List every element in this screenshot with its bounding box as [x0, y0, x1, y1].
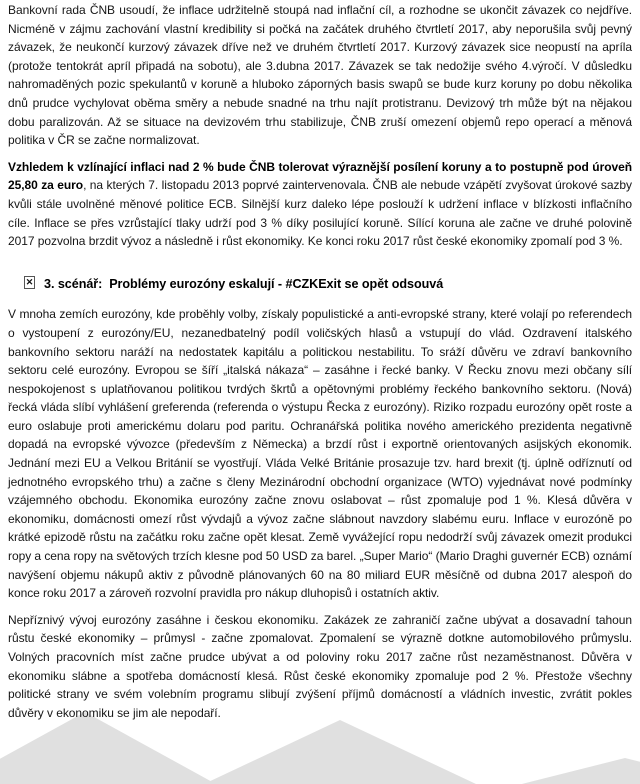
watermark-peak-center [170, 720, 510, 784]
paragraph-czech-impact: Nepříznivý vývoj eurozóny zasáhne i českou ekonomiku. Zakázek ze zahraničí začne ubývat a dosavadní tahoun růstu české ekonomiky – průmysl - začne zpomalovat. Zpomalení se výrazně dotkne automobilového průmyslu. Volných pracovních míst začne prudce ubývat a od poloviny roku 2017 začne růst nezaměstnanost. Důvěra v ekonomiku slábne a spotřeba domácností klesá. Růst české ekonomiky zpomaluje pod 2 %. Přestože všechny politické strany ve svém volebním programu slibují zvýšení příjmů domácností a vládních investic, zvrátit pokles důvěry v ekonomiku se jim ale nepodaří. [8, 612, 632, 720]
scenario3-heading-text: 3. scénář: Problémy eurozóny eskalují - #CZKExit se opět odsouvá [44, 276, 444, 291]
watermark-peak-right [490, 758, 640, 784]
paragraph-koruna-appreciation [8, 158, 632, 251]
paragraph-koruna-bold-lead: Vzhledem k vzlínající inflaci nad 2 % bude ČNB tolerovat výraznější posílení koruny a to postupně pod úroveň 25,80 za euro [8, 159, 632, 193]
paragraph-eurozone-escalation: V mnoha zemích eurozóny, kde proběhly volby, získaly populistické a anti-evropské strany, které volají po referendech o vystoupení z eurozóny/EU, nezanedbatelný podíl voličských hlasů a vstupují do vlád. Ozdravení italského bankovního sektoru naráží na nedostatek kapitálu a politickou nestabilitu. To sráží důvěru ve zdraví bankovního sektoru celé eurozóny. Evropou se šíří „italská nákaza“ – zasáhne i řecké banky. V Řecku znovu mezi občany sílí nespokojenost s uplatňovanou politikou tvrdých škrtů a opětovnými problémy řeckého bankovního sektoru. (Nová) řecká vláda slíbí vyhlášení greferenda (referenda o výstupu Řecka z eurozóny). Riziko rozpadu eurozóny opět roste a euro oslabuje proti americkému dolaru pod paritu. Ochranářská politika nového amerického prezidenta negativně dopadá na evropské vývozce (především z Německa) a brzdí růst i exportně orientovaných asijských ekonomik. Jednání mezi EU a Velkou Británií se vyostřují. Vláda Velké Británie prosazuje tzv. hard brexit (tj. úplně odříznutí od jednotného evropského trhu) a začne s členy Mezinárodní obchodní organizace (WTO) vyjednávat nové podmínky vzájemného obchodu. Ekonomika eurozóny začne znovu oslabovat – růst zpomaluje pod 1 %. Klesá důvěra v ekonomiku, domácnosti omezí růst vývdajů a vývoz začne slábnout navzdory slabému euru. Inflace v eurozóně po krátké epizodě růstu na začátku roku začne opět klesat. Země vyvážející ropu nedodrží svůj závazek omezit produkci ropy a cena ropy na světových trzích klesne pod 50 USD za barel. „Super Mario“ (Mario Draghi guvernér ECB) oznámí navýšení objemu nákupů aktiv z původně plánovaných 60 na 80 miliard EUR měsíčně od dubna 2017 alespoň do konce roku 2017 a zároveň rozvolní pravidla pro nákup dluhopisů i ostatních aktiv. [8, 307, 632, 601]
broken-image-icon: ✕ [25, 276, 34, 287]
paragraph-koruna-rest: , na kterých 7. listopadu 2013 poprvé zaintervenovala. ČNB ale nebude vzápětí zvyšovat úrokové sazby kvůli stále uvolněné měnové politice ECB. Silnější kurz daleko lépe poslouží k udržení inflace v blízkosti inflačního cíle. Inflace se přes vzrůstající tlaky udrží pod 3 % díky posilující koruně. Sílící koruna ale začne ve druhé polovině 2017 pozvolna brzdit vývoz a následně i růst ekonomiky. Ke konci roku 2017 růst české ekonomiky zpomalí pod 3 %. [8, 178, 633, 249]
scenario3-heading [24, 275, 632, 294]
watermark-peak-left [0, 712, 245, 784]
paragraph-cnb-exit-scenario: Bankovní rada ČNB usoudí, že inflace udržitelně stoupá nad inflační cíl, a rozhodne se ukončit závazek co nejdříve. Nicméně v zájmu zachování vlastní kredibility si počká na začátek druhého čtvrtletí 2017, aby neporušila svůj pevný závazek, že neukončí kurzový závazek dříve než ve druhém čtvrtletí 2017. Kurzový závazek sice neopustí na apríla (protože tentokrát apríl připadá na sobotu), ale 3.dubna 2017. Závazek se tak nedožije svého 4.výročí. V důsledku nahromaděných pozic spekulantů v koruně a hluboko záporných basis swapů se bude kurz koruny po dobu několika dnů prudce vychylovat oběma směry a nebude snadné na trhu najít protistranu. Devizový trh může být na nějakou dobu paralizován. Až se situace na devizovém trhu stabilizuje, ČNB zruší omezení objemů repo operací a měnová politika v ČR se začne normalizovat. [8, 3, 632, 148]
